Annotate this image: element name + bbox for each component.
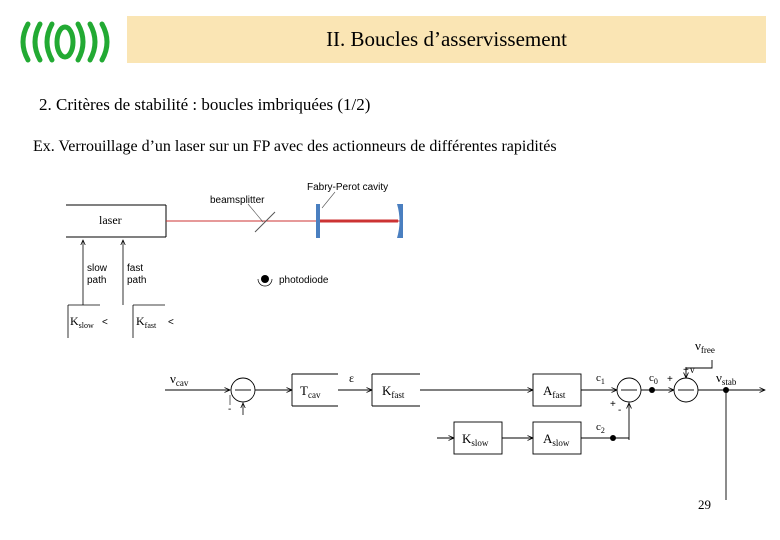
junction-2-plus: + (610, 399, 616, 410)
nu-free-label: $\nu_{free}$ (695, 338, 715, 355)
k-fast-setup-marker: < (168, 317, 174, 328)
k-slow-setup-label: $K_{slow}$ (70, 314, 94, 330)
photodiode-label: photodiode (279, 275, 329, 286)
k-fast-label: $K_{fast}$ (382, 383, 405, 400)
laser-label: laser (99, 213, 122, 227)
nu-cav-label: $\nu_{cav}$ (170, 371, 189, 388)
node-dot-c2 (610, 435, 616, 441)
beamsplitter-label: beamsplitter (210, 195, 265, 206)
junction-3-plus-top: + (683, 365, 689, 376)
junction-2-minus: - (618, 405, 622, 416)
a-slow-label: $A_{slow}$ (543, 431, 570, 448)
junction-3-plus: + (667, 374, 673, 385)
slow-path-label-1: slow (87, 263, 108, 274)
page-title: II. Boucles d’asservissement (326, 27, 567, 51)
page-number: 29 (698, 497, 711, 512)
fast-path-label-2: path (127, 275, 147, 286)
k-slow-label: $K_{slow}$ (462, 431, 489, 448)
epsilon-label: ε (349, 371, 355, 385)
cavity-label: Fabry-Perot cavity (307, 182, 389, 193)
cavity-pointer (322, 192, 335, 208)
photodiode-icon (261, 275, 269, 283)
fast-path-label-1: fast (127, 263, 144, 274)
t-cav-label: $T_{cav}$ (300, 383, 321, 400)
example-text: Ex. Verrouillage d’un laser sur un FP avec des actionneurs de différentes rapidités (33, 138, 557, 155)
cavity-mirror-left (316, 204, 320, 238)
k-slow-setup-marker: < (102, 317, 108, 328)
slow-path-label-2: path (87, 275, 107, 286)
nu-stab-label: $\nu_{stab}$ (716, 370, 737, 387)
node-dot-c0 (649, 387, 655, 393)
c1-label: $c_1$ (596, 372, 605, 386)
c2-label: $c_2$ (596, 421, 605, 435)
junction-1-minus: - (228, 404, 232, 415)
section-subtitle: 2. Critères de stabilité : boucles imbriquées (1/2) (39, 95, 371, 114)
junction-3-nu: ν (690, 365, 695, 376)
beamsplitter-plate (255, 212, 275, 232)
k-fast-setup-label: $K_{fast}$ (136, 314, 157, 330)
beamsplitter-pointer (248, 204, 263, 222)
a-fast-label: $A_{fast}$ (543, 383, 566, 400)
c0-label: $c_0$ (649, 372, 658, 386)
